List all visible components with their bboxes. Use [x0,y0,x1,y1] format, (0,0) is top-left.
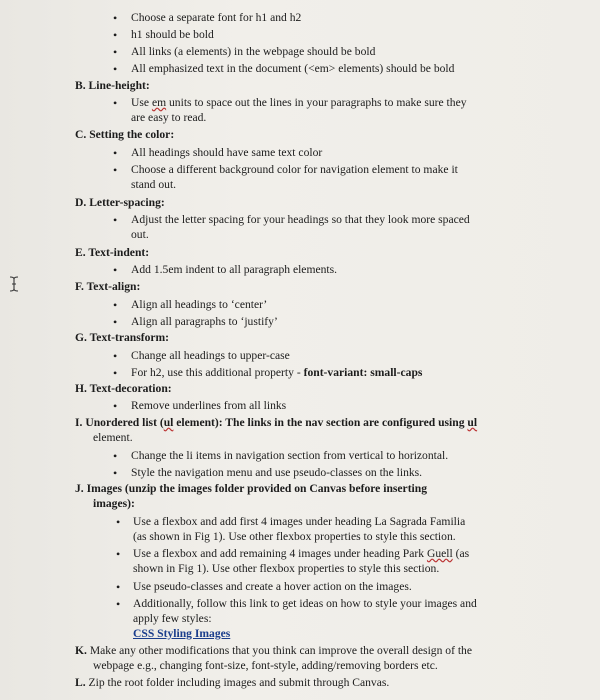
bullet-dot: • [113,45,118,59]
i-bullet-1: Change the li items in navigation section from vertical to horizontal. [131,449,449,462]
bullet-dot: • [113,349,118,363]
bullet-dot: • [113,399,118,413]
j-bullet-1: Use a flexbox and add first 4 images under heading La Sagrada Familia [133,515,466,528]
section-j-heading: J. Images (unzip the images folder provided on Canvas before inserting [75,482,428,495]
section-f-heading: F. Text-align: [75,280,141,293]
i-bullet-2: Style the navigation menu and use pseudo-classes on the links. [131,466,423,479]
css-styling-images-link[interactable]: CSS Styling Images [133,627,231,640]
j-bullet-3: Use pseudo-classes and create a hover action on the images. [133,580,412,593]
bullet-dot: • [113,366,118,380]
bullet-dot: • [113,11,118,25]
section-j-heading-cont: images): [93,497,135,510]
bullet-dot: • [113,96,118,110]
d-bullet-1-cont: out. [131,228,149,241]
a-bullet-3: All links (a elements) in the webpage should be bold [131,45,376,58]
d-bullet-1: Adjust the letter spacing for your headings so that they look more spaced [131,213,470,226]
j-bullet-2: Use a flexbox and add remaining 4 images under heading Park Guell (as [133,547,470,560]
bullet-dot: • [113,466,118,480]
section-e-heading: E. Text-indent: [75,246,150,259]
b-bullet-1: Use em units to space out the lines in your paragraphs to make sure they [131,96,467,109]
f-bullet-1: Align all headings to ‘center’ [131,298,268,311]
e-bullet-1: Add 1.5em indent to all paragraph elements. [131,263,338,276]
a-bullet-2: h1 should be bold [131,28,214,41]
bullet-dot: • [113,146,118,160]
bullet-dot: • [113,213,118,227]
a-bullet-4: All emphasized text in the document (<em> elements) should be bold [131,62,455,75]
section-c-heading: C. Setting the color: [75,128,175,141]
bullet-dot: • [113,62,118,76]
bullet-dot: • [116,515,121,529]
a-bullet-1: Choose a separate font for h1 and h2 [131,11,302,24]
j-bullet-4-cont: apply few styles: [133,612,212,625]
g-bullet-1: Change all headings to upper-case [131,349,290,362]
section-l: L. Zip the root folder including images and submit through Canvas. [75,676,390,689]
b-bullet-1-cont: are easy to read. [131,111,207,124]
bullet-dot: • [116,597,121,611]
bullet-dot: • [113,163,118,177]
bullet-dot: • [113,263,118,277]
section-d-heading: D. Letter-spacing: [75,196,165,209]
bullet-dot: • [116,547,121,561]
j-bullet-4: Additionally, follow this link to get ideas on how to style your images and [133,597,477,610]
j-bullet-2-cont: shown in Fig 1). Use other flexbox properties to style this section. [133,562,440,575]
bullet-dot: • [113,298,118,312]
section-g-heading: G. Text-transform: [75,331,170,344]
c-bullet-2-cont: stand out. [131,178,177,191]
text-cursor-icon [8,276,20,292]
c-bullet-1: All headings should have same text color [131,146,323,159]
bullet-dot: • [113,28,118,42]
g-bullet-2: For h2, use this additional property - font-variant: small-caps [131,366,423,379]
bullet-dot: • [113,449,118,463]
c-bullet-2: Choose a different background color for navigation element to make it [131,163,458,176]
bullet-dot: • [116,580,121,594]
section-b-heading: B. Line-height: [75,79,150,92]
section-k: K. Make any other modifications that you think can improve the overall design of the [75,644,472,657]
f-bullet-2: Align all paragraphs to ‘justify’ [131,315,278,328]
h-bullet-1: Remove underlines from all links [131,399,287,412]
section-h-heading: H. Text-decoration: [75,382,172,395]
j-bullet-1-cont: (as shown in Fig 1). Use other flexbox properties to style this section. [133,530,456,543]
bullet-dot: • [113,315,118,329]
section-k-cont: webpage e.g., changing font-size, font-style, adding/removing borders etc. [93,659,438,672]
section-i-heading: I. Unordered list (ul element): The links in the nav section are configured using ul [75,416,478,429]
section-i-heading-cont: element. [93,431,133,444]
